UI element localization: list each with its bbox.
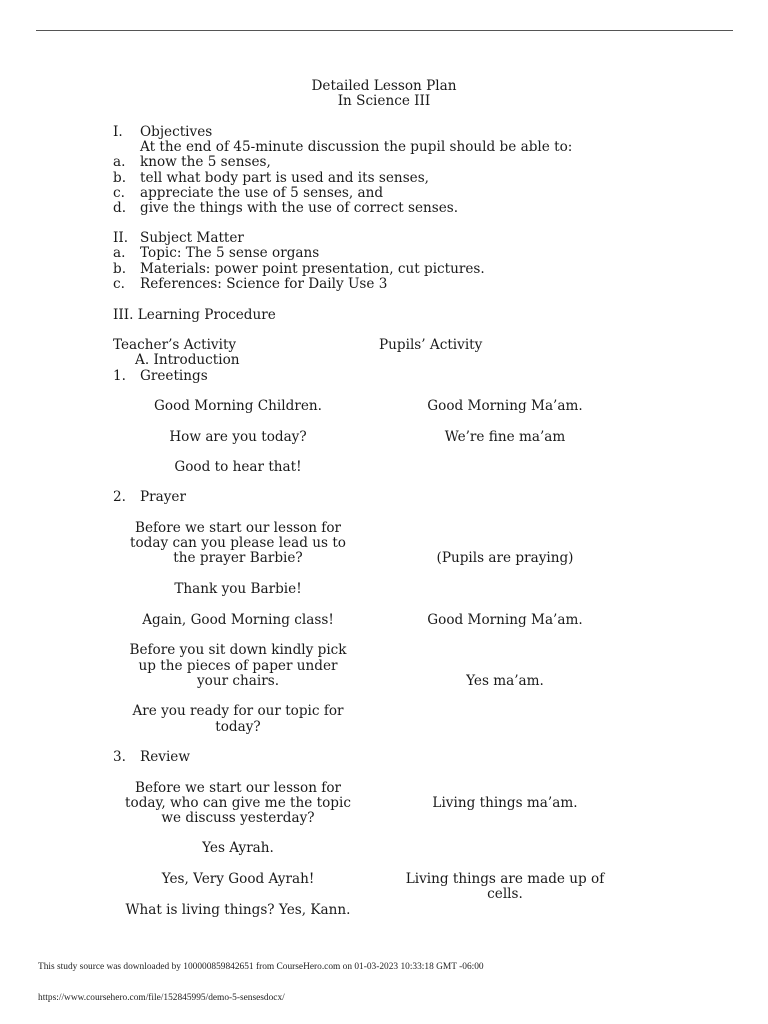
- teacher-line: Before you sit down kindly pick: [129, 642, 347, 658]
- pupil-line: Good Morning Ma’am.: [427, 398, 583, 414]
- teacher-line: the prayer Barbie?: [173, 550, 303, 566]
- teacher-line: How are you today?: [169, 429, 307, 445]
- teacher-line: Again, Good Morning class!: [142, 612, 334, 628]
- subject-matter-heading: Subject Matter: [140, 230, 244, 246]
- objective-letter: a.: [113, 154, 126, 170]
- teacher-line: Yes, Very Good Ayrah!: [161, 871, 315, 887]
- objectives-heading: Objectives: [140, 124, 213, 140]
- review-heading: Review: [140, 749, 190, 765]
- pupil-line: Living things are made up of: [405, 871, 605, 887]
- subject-matter-item: Topic: The 5 sense organs: [140, 245, 320, 261]
- objective-item: appreciate the use of 5 senses, and: [140, 185, 384, 201]
- teacher-line: your chairs.: [196, 673, 280, 689]
- prayer-number: 2.: [113, 489, 126, 505]
- teacher-line: Thank you Barbie!: [174, 581, 302, 597]
- learning-procedure-heading: III. Learning Procedure: [113, 307, 276, 323]
- pupil-activity-column-heading: Pupils’ Activity: [379, 337, 483, 353]
- pupil-line: (Pupils are praying): [436, 550, 574, 566]
- section-a-heading: A. Introduction: [135, 352, 240, 368]
- teacher-line: What is living things? Yes, Kann.: [125, 902, 351, 918]
- teacher-line: Before we start our lesson for: [134, 520, 342, 536]
- objectives-intro: At the end of 45-minute discussion the pupil should be able to:: [140, 139, 573, 155]
- pupil-line: Yes ma’am.: [466, 673, 544, 689]
- teacher-line: we discuss yesterday?: [161, 810, 315, 826]
- pupil-line: We’re fine ma’am: [444, 429, 566, 445]
- greetings-number: 1.: [113, 368, 126, 384]
- teacher-activity-column-heading: Teacher’s Activity: [113, 337, 237, 353]
- objective-letter: b.: [113, 170, 127, 186]
- pupil-line: Living things ma’am.: [432, 795, 578, 811]
- subject-matter-item: Materials: power point presentation, cut pictures.: [140, 261, 485, 277]
- document-subtitle: In Science III: [337, 93, 431, 109]
- teacher-line: today can you please lead us to: [130, 535, 346, 551]
- teacher-line: today, who can give me the topic: [125, 795, 351, 811]
- document-title: Detailed Lesson Plan: [311, 78, 457, 94]
- objective-item: know the 5 senses,: [140, 154, 271, 170]
- teacher-line: Are you ready for our topic for: [132, 703, 344, 719]
- download-source-note: This study source was downloaded by 100000859842651 from CourseHero.com on 01-03-2023 10:33:18 GMT -06:00: [38, 962, 484, 972]
- greetings-heading: Greetings: [140, 368, 208, 384]
- teacher-line: Before we start our lesson for: [134, 780, 342, 796]
- teacher-line: Yes Ayrah.: [202, 840, 274, 856]
- objectives-number: I.: [113, 124, 123, 140]
- top-rule: [36, 30, 733, 31]
- subject-matter-number: II.: [113, 230, 129, 246]
- pupil-line: cells.: [487, 886, 523, 902]
- subject-matter-letter: a.: [113, 245, 126, 261]
- objective-letter: d.: [113, 200, 127, 216]
- teacher-line: Good to hear that!: [174, 459, 302, 475]
- teacher-line: today?: [215, 719, 261, 735]
- teacher-line: up the pieces of paper under: [138, 658, 338, 674]
- review-number: 3.: [113, 749, 126, 765]
- teacher-line: Good Morning Children.: [154, 398, 322, 414]
- pupil-line: Good Morning Ma’am.: [427, 612, 583, 628]
- subject-matter-letter: b.: [113, 261, 127, 277]
- subject-matter-letter: c.: [113, 276, 125, 292]
- objective-item: give the things with the use of correct senses.: [140, 200, 459, 216]
- objective-item: tell what body part is used and its senses,: [140, 170, 430, 186]
- objective-letter: c.: [113, 185, 125, 201]
- subject-matter-item: References: Science for Daily Use 3: [140, 276, 388, 292]
- prayer-heading: Prayer: [140, 489, 186, 505]
- source-url-link[interactable]: https://www.coursehero.com/file/152845995/demo-5-sensesdocx/: [38, 993, 285, 1003]
